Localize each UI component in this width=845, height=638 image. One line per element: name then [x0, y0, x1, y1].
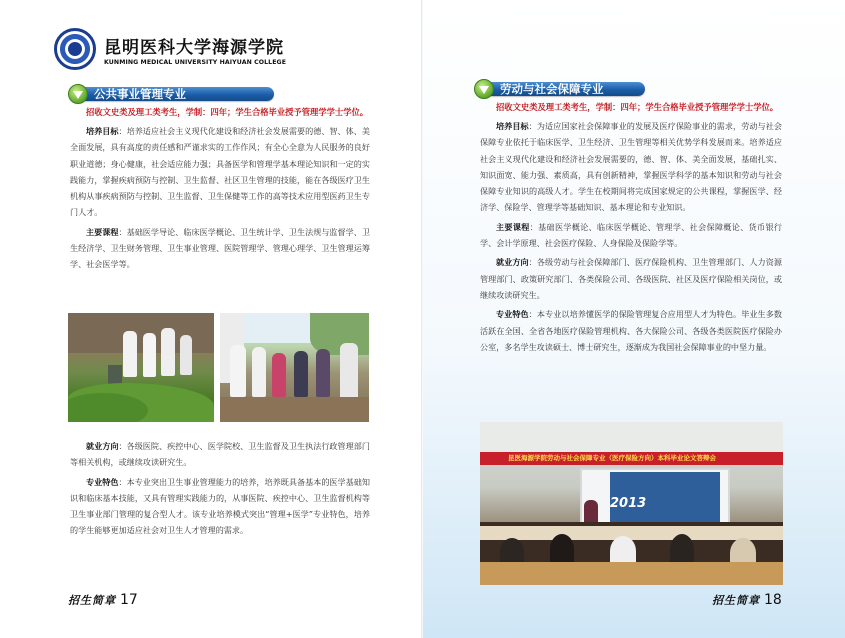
left-employ-label: 就业方向	[86, 441, 119, 451]
right-section-heading	[474, 79, 645, 99]
right-section-title: 劳动与社会保障专业	[480, 82, 645, 96]
left-courses-label: 主要课程	[86, 226, 119, 237]
left-section-title: 公共事业管理专业	[74, 87, 274, 101]
right-courses-label: 主要课程	[496, 221, 530, 232]
left-goal-paragraph	[70, 123, 370, 221]
defense-banner: 昆医海源学院劳动与社会保障专业（医疗保险方向）本科毕业论文答辩会	[480, 452, 783, 465]
left-footer-label: 招生简章	[68, 594, 116, 607]
right-employ-text: ：各级劳动与社会保障部门、医疗保险机构、卫生管理部门、人力资源管理部门、政策研究部门、各类保险公司、各级医院、社区及医疗保险相关岗位，或继续攻读研究生。	[480, 257, 782, 300]
down-arrow-icon	[474, 79, 494, 99]
right-employ-paragraph	[480, 254, 782, 303]
right-feature-paragraph	[480, 306, 782, 355]
right-employ-label: 就业方向	[496, 257, 529, 268]
left-employ-paragraph	[70, 438, 370, 471]
college-logo-icon	[54, 28, 96, 70]
left-text-bottom	[70, 438, 370, 539]
field-practice-photo-2	[220, 313, 369, 422]
left-text-top	[70, 104, 370, 273]
left-page-footer	[68, 592, 138, 608]
page-spine	[421, 0, 423, 638]
right-courses-paragraph	[480, 219, 782, 252]
left-page-number: 17	[120, 592, 138, 608]
left-feature-paragraph	[70, 474, 370, 539]
left-goal-label: 培养目标	[86, 126, 119, 136]
right-feature-label: 专业特色	[496, 309, 529, 320]
left-enroll-line: 招收文史类及理工类考生，学制：四年；学生合格毕业授予管理学学士学位。	[86, 107, 369, 117]
right-feature-text: ：本专业以培养懂医学的保险管理复合应用型人才为特色。毕业生多数活跃在全国、全省各地医疗保险管理机构、各大保险公司、各级各类医院医疗保险办公室，多名学生攻读硕士、博士研究生，逐渐成为我国社会保障事业的中坚力量。	[480, 309, 782, 352]
right-footer-label: 招生简章	[712, 594, 760, 607]
left-goal-text: ：培养适应社会主义现代化建设和经济社会发展需要的德、智、体、美全面发展，具有高度的责任感和严谨求实的工作作风；有全心全意为人民服务的良好职业道德；身心健康，社会适应能力强；具备医学和管理学基本理论知识和一定的实践能力，掌握疾病预防与控制、卫生监督、社区卫生管理的技能，能在各级医疗卫生机构从事疾病预防与控制、卫生监督、卫生保健等工作的高等技术应用型医药卫生专门人才。	[70, 126, 370, 218]
right-enroll-line: 招收文史类及理工类考生，学制：四年；学生合格毕业授予管理学学士学位。	[496, 102, 779, 112]
left-courses-text: ：基础医学导论、临床医学概论、卫生统计学、卫生法规与监督学、卫生经济学、卫生财务管理、卫生事业管理、医院管理学、管理心理学、卫生管理运筹学、社会医学等。	[70, 226, 370, 270]
right-page-number: 18	[764, 592, 782, 608]
college-name-en: KUNMING MEDICAL UNIVERSITY HAIYUAN COLLEGE	[104, 58, 287, 66]
right-page-footer	[712, 592, 782, 608]
college-header	[54, 28, 286, 70]
right-goal-paragraph	[480, 118, 782, 216]
thesis-defense-photo	[480, 422, 783, 585]
right-courses-text: ：基础医学概论、临床医学概论、管理学、社会保障概论、货币银行学、会计学原理、社会医疗保险、人身保险及保险学等。	[480, 221, 782, 249]
left-employ-text: ：各级医院、疾控中心、医学院校、卫生监督及卫生执法行政管理部门等相关机构，或继续攻读研究生。	[70, 441, 370, 468]
right-goal-text: ：为适应国家社会保障事业的发展及医疗保险事业的需求，劳动与社会保障专业依托于临床医学、卫生经济、卫生管理等相关优势学科发展而来。培养适应社会主义现代化建设和经济社会发展需要的，德、智、体、美全面发展，基础扎实、知识面宽、能力强、素质高，具有创新精神，掌握医学科学的基本知识和劳动与社会保障专业知识的高级人才。学生在校期间将完成国家规定的公共课程，掌握医学、经济学、保险学、管理学等基础知识、基本理论和专业知识。	[480, 121, 782, 213]
field-practice-photo-1	[68, 313, 214, 422]
down-arrow-icon	[68, 84, 88, 104]
left-section-heading	[68, 84, 274, 104]
college-name-cn: 昆明医科大学海源学院	[104, 37, 284, 58]
projector-screen-text: 2013	[610, 496, 647, 511]
right-text	[480, 99, 782, 355]
left-feature-label: 专业特色	[86, 476, 119, 487]
right-goal-label: 培养目标	[496, 121, 529, 131]
left-courses-paragraph	[70, 224, 370, 273]
left-feature-text: ：本专业突出卫生事业管理能力的培养，培养既具备基本的医学基础知识和临床基本技能，又具有管理实践能力的，从事医院、疾控中心、卫生监督机构等卫生事业部门管理的复合型人才。该专业培养模式突出“管理+医学”专业特色，培养的学生能够更加适应社会对卫生人才管理的需求。	[70, 476, 370, 536]
